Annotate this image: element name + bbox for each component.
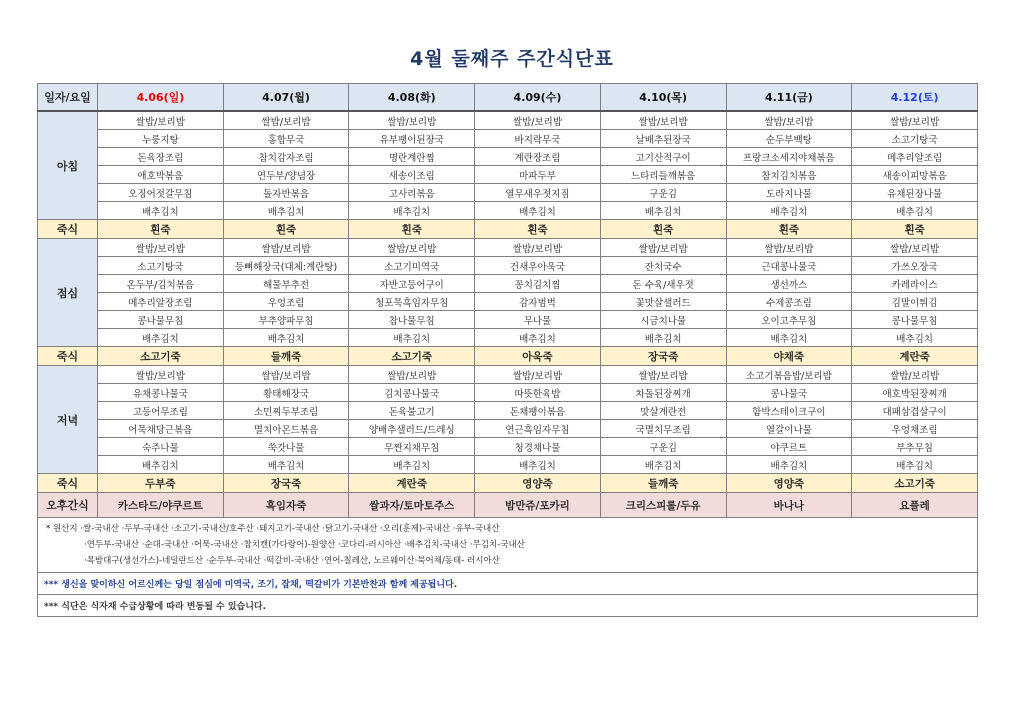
menu-item: 연두부/양념장 (223, 166, 349, 184)
snack-item: 바나나 (726, 493, 852, 518)
menu-item: 배추김치 (349, 329, 475, 347)
porridge-dinner-item: 계란죽 (349, 474, 475, 493)
menu-item: 해물부추전 (223, 275, 349, 293)
porridge-morning-item: 흰죽 (852, 220, 978, 239)
menu-item: 부추양파무침 (223, 311, 349, 329)
dinner-row (38, 384, 978, 402)
menu-item: 김말이튀김 (852, 293, 978, 311)
porridge-morning-label: 죽식 (38, 220, 98, 239)
menu-item: 황태해장국 (223, 384, 349, 402)
menu-item: 국멸치무조림 (600, 420, 726, 438)
menu-item: 우엉채조림 (852, 420, 978, 438)
lunch-row (38, 257, 978, 275)
porridge-morning-item: 흰죽 (349, 220, 475, 239)
menu-item: 배추김치 (852, 329, 978, 347)
porridge-dinner-item: 소고기죽 (852, 474, 978, 493)
menu-item: 새송이피망볶음 (852, 166, 978, 184)
menu-item: 열무새우젓지짐 (475, 184, 601, 202)
menu-item: 배추김치 (726, 329, 852, 347)
porridge-lunch-item: 아욱죽 (475, 347, 601, 366)
menu-item: 쌀밥/보리밥 (349, 239, 475, 257)
snack-item: 카스타드/야쿠르트 (98, 493, 224, 518)
dinner-row (38, 456, 978, 474)
origin-row (38, 518, 978, 573)
menu-item: 자반고등어구이 (349, 275, 475, 293)
porridge-morning-item: 흰죽 (726, 220, 852, 239)
dinner-row (38, 420, 978, 438)
menu-item: 메추리알장조림 (98, 293, 224, 311)
origin-line: * 원산지 ·쌀-국내산 ·두부-국내산 ·소고기-국내산/호주산 ·돼지고기-국내산 ·닭고기-국내산 ·오리(훈제)-국내산 ·유부-국내산 (46, 524, 500, 534)
menu-item: 돈 수육/새우젓 (600, 275, 726, 293)
porridge-morning-row (38, 220, 978, 239)
menu-item: 맛살계란전 (600, 402, 726, 420)
menu-item: 쌀밥/보리밥 (98, 366, 224, 384)
header-label: 일자/요일 (38, 84, 98, 112)
porridge-dinner-item: 두부죽 (98, 474, 224, 493)
menu-item: 도라지나물 (726, 184, 852, 202)
porridge-lunch-item: 소고기죽 (98, 347, 224, 366)
day-header: 4.09(수) (475, 84, 601, 112)
day-header: 4.11(금) (726, 84, 852, 112)
menu-item: 무나물 (475, 311, 601, 329)
menu-item: 참치감자조림 (223, 148, 349, 166)
dinner-row (38, 438, 978, 456)
menu-item: 쌀밥/보리밥 (726, 239, 852, 257)
menu-item: 날배추된장국 (600, 130, 726, 148)
menu-item: 명란계란찜 (349, 148, 475, 166)
menu-item: 유채된장나물 (852, 184, 978, 202)
menu-item: 쌀밥/보리밥 (600, 366, 726, 384)
breakfast-row (38, 202, 978, 220)
porridge-lunch-item: 들깨죽 (223, 347, 349, 366)
menu-item: 멸치아몬드볶음 (223, 420, 349, 438)
porridge-morning-item: 흰죽 (223, 220, 349, 239)
menu-item: 쌀밥/보리밥 (600, 111, 726, 130)
dinner-row (38, 402, 978, 420)
menu-item: 청경채나물 (475, 438, 601, 456)
menu-item: 부추무침 (852, 438, 978, 456)
menu-item: 애호박된장찌개 (852, 384, 978, 402)
menu-item: 배추김치 (600, 202, 726, 220)
day-header: 4.10(목) (600, 84, 726, 112)
menu-item: 배추김치 (475, 329, 601, 347)
porridge-dinner-row (38, 474, 978, 493)
menu-item: 쑥갓나물 (223, 438, 349, 456)
menu-item: 돈채팽이볶음 (475, 402, 601, 420)
day-header: 4.08(화) (349, 84, 475, 112)
menu-item: 대패삼겹살구이 (852, 402, 978, 420)
menu-item: 바지락무국 (475, 130, 601, 148)
lunch-row (38, 293, 978, 311)
menu-item: 쌀밥/보리밥 (475, 111, 601, 130)
snack-item: 요플레 (852, 493, 978, 518)
menu-item: 따뜻한육밥 (475, 384, 601, 402)
menu-item: 고등어무조림 (98, 402, 224, 420)
snack-item: 크리스피롤/두유 (600, 493, 726, 518)
menu-item: 구운김 (600, 184, 726, 202)
breakfast-row (38, 130, 978, 148)
menu-item: 쌀밥/보리밥 (475, 239, 601, 257)
menu-item: 김치콩나물국 (349, 384, 475, 402)
menu-item: 카레라이스 (852, 275, 978, 293)
menu-item: 숙주나물 (98, 438, 224, 456)
menu-item: 배추김치 (852, 456, 978, 474)
menu-item: 잔치국수 (600, 257, 726, 275)
menu-item: 소민찌두부조림 (223, 402, 349, 420)
note-row (38, 573, 978, 595)
menu-item: 쌀밥/보리밥 (852, 366, 978, 384)
menu-item: 돌자반볶음 (223, 184, 349, 202)
day-header: 4.12(토) (852, 84, 978, 112)
menu-item: 생선까스 (726, 275, 852, 293)
menu-item: 참나물무침 (349, 311, 475, 329)
porridge-morning-item: 흰죽 (98, 220, 224, 239)
menu-table (37, 83, 978, 617)
menu-item: 느타리들깨볶음 (600, 166, 726, 184)
note-text: *** 생신을 맞이하신 어르신께는 당일 점심에 미역국, 조기, 잡채, 떡갈비가 기본반찬과 함께 제공됩니다. (38, 573, 978, 595)
porridge-lunch-label: 죽식 (38, 347, 98, 366)
dinner-row (38, 366, 978, 384)
menu-item: 마파두부 (475, 166, 601, 184)
menu-item: 콩나물무침 (852, 311, 978, 329)
dinner-label: 저녁 (38, 366, 98, 474)
menu-item: 배추김치 (223, 329, 349, 347)
menu-item: 쌀밥/보리밥 (98, 111, 224, 130)
menu-item: 쌀밥/보리밥 (98, 239, 224, 257)
snack-item: 쌀과자/토마토주스 (349, 493, 475, 518)
breakfast-row (38, 148, 978, 166)
menu-item: 시금치나물 (600, 311, 726, 329)
menu-item: 배추김치 (349, 456, 475, 474)
menu-item: 소고기볶음밥/보리밥 (726, 366, 852, 384)
menu-item: 소고기미역국 (349, 257, 475, 275)
porridge-dinner-item: 영양죽 (475, 474, 601, 493)
menu-item: 감자범벅 (475, 293, 601, 311)
breakfast-row (38, 166, 978, 184)
menu-item: 수제콩조림 (726, 293, 852, 311)
menu-item: 콩나물국 (726, 384, 852, 402)
note-text: *** 식단은 식자재 수급상황에 따라 변동될 수 있습니다. (38, 595, 978, 617)
porridge-lunch-item: 야채죽 (726, 347, 852, 366)
menu-item: 구운김 (600, 438, 726, 456)
page-title: 4월 둘째주 주간식단표 (410, 48, 614, 70)
porridge-morning-item: 흰죽 (600, 220, 726, 239)
porridge-dinner-label: 죽식 (38, 474, 98, 493)
menu-item: 배추김치 (475, 456, 601, 474)
menu-item: 쌀밥/보리밥 (223, 366, 349, 384)
day-header: 4.07(월) (223, 84, 349, 112)
menu-item: 열갈이나물 (726, 420, 852, 438)
lunch-row (38, 239, 978, 257)
menu-item: 소고기탕국 (98, 257, 224, 275)
origin-line: ·연두부-국내산 ·순대-국내산 ·어묵-국내산 ·참치캔(가다랑어)-원양산 ·코다리-러시아산 ·배추김치-국내산 ·무김치-국내산 (84, 540, 525, 550)
menu-item: 배추김치 (726, 202, 852, 220)
breakfast-row (38, 111, 978, 130)
menu-item: 소고기탕국 (852, 130, 978, 148)
menu-item: 애호박볶음 (98, 166, 224, 184)
menu-item: 온두부/김치볶음 (98, 275, 224, 293)
menu-item: 유채콩나물국 (98, 384, 224, 402)
origin-line: ·목밤대구(생선가스)-네덜란드산 ·순두부-국내산 ·떡갈비-국내산 ·연어-칠레산, 노르웨이산·북어채/동태- 러시아산 (84, 556, 500, 566)
menu-item: 콩나물무침 (98, 311, 224, 329)
menu-item: 배추김치 (600, 329, 726, 347)
menu-item: 배추김치 (223, 456, 349, 474)
menu-item: 고기산적구이 (600, 148, 726, 166)
menu-item: 쌀밥/보리밥 (852, 111, 978, 130)
lunch-row (38, 275, 978, 293)
menu-item: 차돌된장찌개 (600, 384, 726, 402)
menu-item: 쌀밥/보리밥 (726, 111, 852, 130)
menu-item: 배추김치 (98, 202, 224, 220)
breakfast-row (38, 184, 978, 202)
menu-item: 오이고추무침 (726, 311, 852, 329)
menu-item: 쌀밥/보리밥 (223, 239, 349, 257)
menu-item: 쌀밥/보리밥 (349, 366, 475, 384)
menu-item: 청포묵흑임자무침 (349, 293, 475, 311)
porridge-morning-item: 흰죽 (475, 220, 601, 239)
day-header: 4.06(일) (98, 84, 224, 112)
menu-item: 연근흑임자무침 (475, 420, 601, 438)
menu-item: 쌀밥/보리밥 (475, 366, 601, 384)
menu-item: 등뼈해장국(대체:계란탕) (223, 257, 349, 275)
menu-item: 쌀밥/보리밥 (852, 239, 978, 257)
snack-label: 오후간식 (38, 493, 98, 518)
menu-item: 건새우아욱국 (475, 257, 601, 275)
menu-item: 가쓰오장국 (852, 257, 978, 275)
porridge-dinner-item: 영양죽 (726, 474, 852, 493)
menu-item: 쌀밥/보리밥 (223, 111, 349, 130)
menu-item: 고사리볶음 (349, 184, 475, 202)
snack-item: 흑임자죽 (223, 493, 349, 518)
menu-item: 참치김치볶음 (726, 166, 852, 184)
menu-item: 야쿠르트 (726, 438, 852, 456)
header-row (38, 84, 978, 112)
snack-item: 밤만쥬/포카리 (475, 493, 601, 518)
menu-item: 오징어젓갈무침 (98, 184, 224, 202)
menu-item: 새송이조림 (349, 166, 475, 184)
menu-item: 무짠지채무침 (349, 438, 475, 456)
porridge-dinner-item: 장국죽 (223, 474, 349, 493)
menu-item: 순두부백탕 (726, 130, 852, 148)
menu-item: 돈육장조림 (98, 148, 224, 166)
lunch-row (38, 329, 978, 347)
menu-item: 유부팽이된장국 (349, 130, 475, 148)
snack-row (38, 493, 978, 518)
porridge-lunch-item: 계란죽 (852, 347, 978, 366)
menu-item: 꽁치김치찜 (475, 275, 601, 293)
menu-item: 돈육불고기 (349, 402, 475, 420)
menu-item: 배추김치 (726, 456, 852, 474)
menu-item: 배추김치 (223, 202, 349, 220)
menu-item: 배추김치 (600, 456, 726, 474)
menu-item: 홍합무국 (223, 130, 349, 148)
menu-item: 배추김치 (475, 202, 601, 220)
menu-item: 꽃맛살샐러드 (600, 293, 726, 311)
menu-item: 쌀밥/보리밥 (349, 111, 475, 130)
menu-item: 배추김치 (852, 202, 978, 220)
porridge-dinner-item: 들깨죽 (600, 474, 726, 493)
lunch-row (38, 311, 978, 329)
porridge-lunch-item: 장국죽 (600, 347, 726, 366)
breakfast-label: 아침 (38, 111, 98, 220)
menu-item: 어묵채당근볶음 (98, 420, 224, 438)
menu-item: 누룽지탕 (98, 130, 224, 148)
menu-item: 메추리알조림 (852, 148, 978, 166)
menu-item: 배추김치 (98, 329, 224, 347)
note-row (38, 595, 978, 617)
menu-item: 쌀밥/보리밥 (600, 239, 726, 257)
menu-item: 배추김치 (349, 202, 475, 220)
menu-item: 배추김치 (98, 456, 224, 474)
porridge-lunch-row (38, 347, 978, 366)
menu-item: 우엉조림 (223, 293, 349, 311)
menu-item: 함박스테이크구이 (726, 402, 852, 420)
menu-item: 근대콩나물국 (726, 257, 852, 275)
menu-item: 계란장조림 (475, 148, 601, 166)
menu-item: 양배추샐러드/드레싱 (349, 420, 475, 438)
origin-info (38, 518, 978, 573)
lunch-label: 점심 (38, 239, 98, 347)
menu-item: 프랑크소세지야채볶음 (726, 148, 852, 166)
porridge-lunch-item: 소고기죽 (349, 347, 475, 366)
